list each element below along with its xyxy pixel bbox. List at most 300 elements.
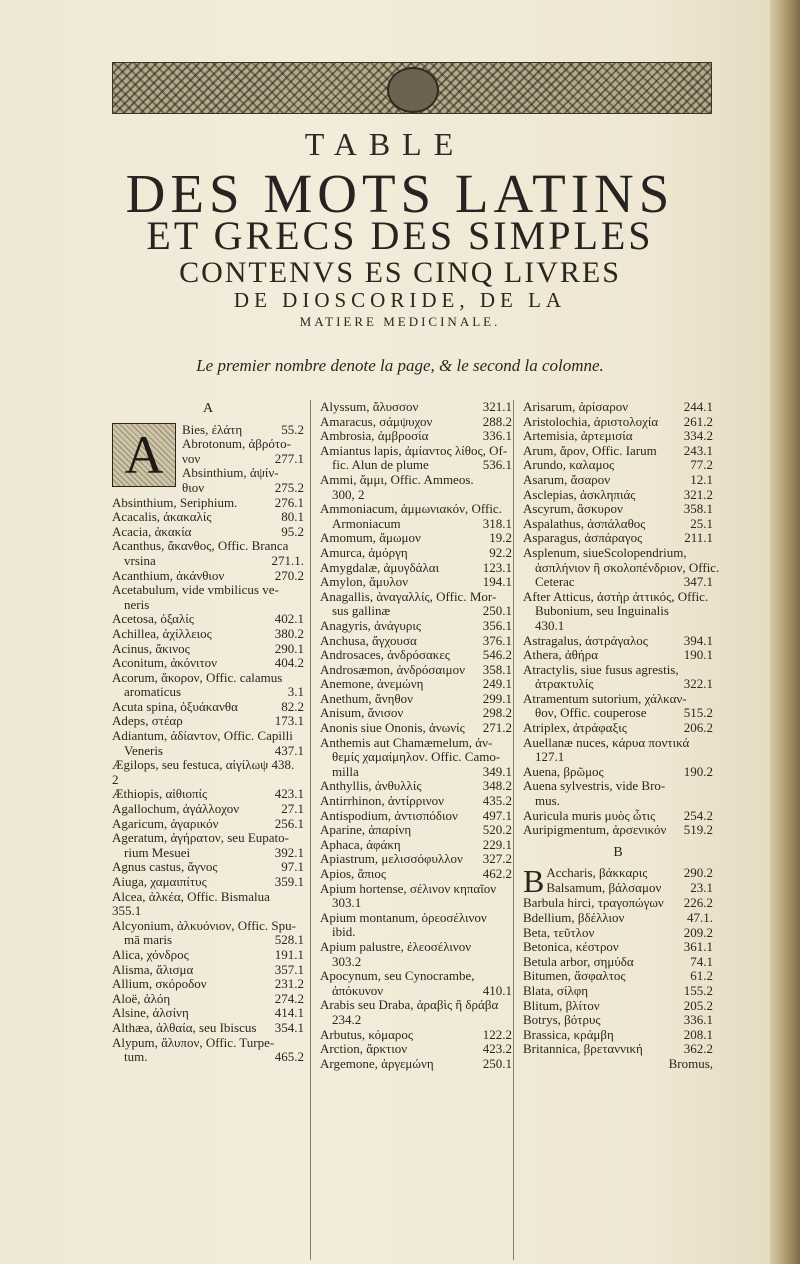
entry-term: Aconitum, ἀκόνιτον xyxy=(112,655,218,671)
index-entry xyxy=(320,692,512,707)
entry-term: Acetosa, ὀξαλίς xyxy=(112,611,194,627)
index-column-3 xyxy=(523,399,720,1072)
entry-page-ref: 299.1 xyxy=(482,690,512,706)
entry-page-ref: 528.1 xyxy=(274,932,304,948)
entry-list xyxy=(523,399,720,838)
index-entry xyxy=(523,765,713,780)
index-entry xyxy=(320,458,512,473)
entry-term: Apiastrum, μελισσόφυλλον xyxy=(320,851,463,867)
entry-term: mā maris xyxy=(124,932,173,948)
entry-term: ἀσπλήνιον ἢ σκολοπένδριον, Offic. xyxy=(535,559,720,575)
entry-term: Astragalus, ἀστράγαλος xyxy=(523,632,648,648)
entry-page-ref: 462.2 xyxy=(482,866,512,881)
index-entry xyxy=(523,677,713,692)
index-entry xyxy=(320,444,512,459)
entry-term: Agnus castus, ἄγνος xyxy=(112,859,218,875)
index-entry xyxy=(320,882,512,897)
section-heading-b: B xyxy=(613,844,623,860)
index-entry xyxy=(112,554,304,569)
index-entry xyxy=(182,437,304,452)
title-line-4: CONTENVS ES CINQ LIVRES xyxy=(179,256,621,289)
entry-term: Abrotonum, ἀβρότο- xyxy=(182,436,291,452)
index-entry xyxy=(112,919,304,934)
entry-list xyxy=(320,400,512,1071)
index-entry xyxy=(523,559,720,576)
entry-page-ref: 243.1 xyxy=(683,442,713,458)
entry-page-ref: 97.1 xyxy=(281,859,304,875)
index-entry xyxy=(320,429,512,444)
index-entry xyxy=(320,677,512,692)
entry-page-ref: 321.2 xyxy=(683,486,713,502)
entry-page-ref: 122.2 xyxy=(482,1026,512,1042)
entry-term: Aspalathus, ἀσπάλαθος xyxy=(523,515,646,531)
entry-page-ref: 77.2 xyxy=(690,457,713,473)
entry-term: Apios, ἄπιος xyxy=(320,866,387,881)
index-entry xyxy=(112,977,304,992)
entry-page-ref: 47.1. xyxy=(687,910,713,925)
index-entry xyxy=(523,721,713,736)
index-entry xyxy=(320,838,512,853)
entry-term: Acinus, ἄκινος xyxy=(112,640,190,656)
index-entry xyxy=(320,998,512,1013)
entry-term: 234.2 xyxy=(332,1011,362,1027)
column-divider xyxy=(513,400,514,1260)
entry-term: Botrys, βότρυς xyxy=(523,1012,601,1028)
entry-term: Adiantum, ἀδίαντον, Offic. Capilli xyxy=(112,728,293,744)
entry-page-ref: 123.1 xyxy=(482,559,512,575)
index-entry xyxy=(320,415,512,430)
index-entry xyxy=(112,1050,304,1065)
entry-page-ref: 347.1 xyxy=(683,574,713,590)
entry-term: Aloë, ἀλόη xyxy=(112,990,171,1006)
entry-term: Anthemis aut Chamæmelum, ἀν- xyxy=(320,734,493,750)
entry-term: νον xyxy=(182,450,201,466)
index-entry xyxy=(320,794,512,809)
entry-term: Amylon, ἄμυλον xyxy=(320,574,409,590)
index-entry xyxy=(112,729,304,744)
index-entry xyxy=(112,963,304,978)
index-column-1 xyxy=(112,400,304,1065)
entry-page-ref: 349.1 xyxy=(482,763,512,779)
entry-term: Anagallis, ἀναγαλλίς, Offic. Mor- xyxy=(320,588,497,604)
index-entry xyxy=(320,955,512,970)
title-line-1: TABLE xyxy=(304,126,466,162)
entry-page-ref: 25.1 xyxy=(690,515,713,531)
entry-list-b xyxy=(523,896,713,1057)
entry-page-ref: 271.2 xyxy=(482,720,512,736)
entry-page-ref: 354.1 xyxy=(274,1019,304,1035)
index-entry xyxy=(523,984,713,999)
entry-page-ref: 318.1 xyxy=(482,515,512,531)
index-entry xyxy=(320,575,512,590)
entry-page-ref: 261.2 xyxy=(683,413,713,429)
index-entry xyxy=(112,758,304,773)
entry-term: aromaticus xyxy=(124,684,182,700)
entry-page-ref: 546.2 xyxy=(482,647,512,663)
entry-term: milla xyxy=(332,763,359,779)
entry-term: Arum, ἄρον, Offic. Iarum xyxy=(523,442,657,458)
entry-term: Alsine, ἀλσίνη xyxy=(112,1005,189,1021)
entry-page-ref: 357.1 xyxy=(274,961,304,977)
entry-term: Aiuga, χαμαιπίτυς xyxy=(112,874,207,889)
index-entry xyxy=(112,933,304,948)
index-entry xyxy=(320,911,512,926)
index-entry xyxy=(112,685,304,700)
index-entry xyxy=(112,598,304,613)
index-entry xyxy=(112,1021,304,1036)
index-entry xyxy=(523,911,713,926)
index-entry xyxy=(112,802,304,817)
entry-term: neris xyxy=(124,596,150,612)
entry-term: Adeps, στέαρ xyxy=(112,713,183,729)
entry-term: Atriplex, ἀτράφαξις xyxy=(523,720,627,736)
index-entry xyxy=(112,525,304,540)
index-entry xyxy=(546,866,713,881)
entry-page-ref: 19.2 xyxy=(489,530,512,546)
index-entry xyxy=(523,575,713,590)
entry-page-ref: 359.1 xyxy=(274,874,304,889)
entry-term: Auena sylvestris, vide Bro- xyxy=(523,778,666,794)
index-entry xyxy=(523,896,713,911)
entry-term: Ammi, ἄμμι, Offic. Ammeos. xyxy=(320,471,474,487)
entry-term: Acanthium, ἀκάνθιον xyxy=(112,567,225,583)
entry-page-ref: 336.1 xyxy=(683,1012,713,1028)
entry-page-ref: 27.1 xyxy=(281,801,304,817)
entry-term: Bies, ἐλάτη xyxy=(182,421,243,437)
entry-page-ref: 190.1 xyxy=(683,647,713,663)
index-entry xyxy=(112,875,304,890)
index-entry xyxy=(523,809,713,824)
index-entry xyxy=(523,794,713,809)
index-entry xyxy=(523,531,713,546)
entry-term: Asplenum, siueScolopendrium, xyxy=(523,544,687,560)
entry-page-ref: 277.1 xyxy=(274,450,304,466)
index-entry xyxy=(112,583,304,598)
entry-page-ref: 155.2 xyxy=(683,982,713,998)
entry-term: Acorum, ἄκορον, Offic. calamus xyxy=(112,669,283,685)
index-entry xyxy=(320,531,512,546)
title-line-5: DE DIOSCORIDE, DE LA xyxy=(233,288,567,312)
index-entry xyxy=(320,604,512,619)
entry-term: Achillea, ἀχίλλειος xyxy=(112,625,212,641)
entry-term: Ceterac xyxy=(535,574,575,590)
entry-term: Amaracus, σάμψυχον xyxy=(320,413,433,429)
index-entry xyxy=(112,1006,304,1021)
index-entry xyxy=(320,546,512,561)
entry-term: Bubonium, seu Inguinalis xyxy=(535,603,669,619)
entry-page-ref: 404.2 xyxy=(274,655,304,671)
entry-term: Asclepias, ἀσκληπιάς xyxy=(523,486,636,502)
entry-page-ref: 208.1 xyxy=(683,1026,713,1042)
entry-term: Acacia, ἀκακία xyxy=(112,523,192,539)
entry-term: Ambrosia, ἀμβροσία xyxy=(320,428,429,444)
entry-page-ref: 271.1. xyxy=(271,552,304,568)
entry-page-ref: 229.1 xyxy=(482,836,512,852)
index-entry xyxy=(320,779,512,794)
entry-page-ref: 362.2 xyxy=(683,1041,713,1057)
entry-term: Arction, ἄρκτιον xyxy=(320,1041,408,1057)
entry-page-ref: 394.1 xyxy=(683,632,713,648)
entry-term: Ascyrum, ἄσκυρον xyxy=(523,501,623,517)
entry-term: Accharis, βάκκαρις xyxy=(546,865,648,881)
entry-page-ref: 206.2 xyxy=(683,720,713,736)
entry-term: Alisma, ἄλισμα xyxy=(112,961,194,977)
entry-page-ref: 74.1 xyxy=(690,953,713,969)
entry-page-ref: 423.2 xyxy=(482,1041,512,1057)
index-entry xyxy=(320,925,512,940)
index-entry xyxy=(523,502,713,517)
index-entry xyxy=(523,779,713,794)
entry-page-ref: 275.2 xyxy=(274,479,304,495)
entry-page-ref: 205.2 xyxy=(683,997,713,1013)
entry-page-ref: 414.1 xyxy=(274,1005,304,1021)
entry-term: Auricula muris μυὸς ὦτις xyxy=(523,807,656,823)
index-entry xyxy=(523,604,713,619)
entry-page-ref: 536.1 xyxy=(482,457,512,473)
entry-term: Androsaces, ἀνδρόσακες xyxy=(320,647,450,663)
index-note: Le premier nombre denote la page, & le second la colomne. xyxy=(196,356,604,375)
index-entry xyxy=(320,590,512,605)
decorative-headpiece xyxy=(112,62,712,114)
entry-page-ref: 465.2 xyxy=(274,1049,304,1065)
entry-page-ref: 437.1 xyxy=(274,742,304,758)
column-divider xyxy=(310,400,311,1260)
index-entry xyxy=(523,517,713,532)
entry-term: Atramentum sutorium, χάλκαν- xyxy=(523,690,687,706)
entry-term: Agallochum, ἀγάλλοχον xyxy=(112,801,240,817)
entry-page-ref: 226.2 xyxy=(683,895,713,911)
index-entry xyxy=(320,648,512,663)
index-column-2 xyxy=(320,400,512,1071)
entry-term: Amurca, ἀμόργη xyxy=(320,544,408,560)
index-entry xyxy=(112,1036,304,1051)
index-entry xyxy=(320,969,512,984)
entry-term: Atractylis, siue fusus agrestis, xyxy=(523,661,679,677)
index-entry xyxy=(523,590,713,605)
entry-page-ref: 290.2 xyxy=(683,865,713,881)
index-entry xyxy=(112,714,304,729)
drop-cap-block-b xyxy=(523,863,713,900)
entry-term: 430.1 xyxy=(535,617,565,633)
entry-term: Balsamum, βάλσαμον xyxy=(546,880,662,895)
entry-page-ref: 358.1 xyxy=(683,501,713,517)
entry-term: Absinthium, ἀψίν- xyxy=(182,465,279,481)
entry-term: Auripigmentum, ἀρσενικόν xyxy=(523,822,667,838)
entry-term: Armoniacum xyxy=(332,515,401,531)
title-line-2: DES MOTS LATINS xyxy=(125,163,675,224)
entry-page-ref: 95.2 xyxy=(281,523,304,539)
entry-term: Arisarum, ἀρίσαρον xyxy=(523,399,629,414)
entry-term: Beta, τεῦτλον xyxy=(523,924,595,940)
entry-term: Betula arbor, σημύδα xyxy=(523,953,634,969)
entry-page-ref: 376.1 xyxy=(482,632,512,648)
entry-term: Apium hortense, σέλινον κηπαῖον xyxy=(320,880,497,896)
index-entry xyxy=(112,612,304,627)
entry-page-ref: 256.1 xyxy=(274,815,304,831)
drop-cap-block xyxy=(112,423,304,496)
entry-page-ref: 290.1 xyxy=(274,640,304,656)
index-entry xyxy=(112,510,304,525)
index-entry xyxy=(546,881,713,896)
index-entry xyxy=(320,896,512,911)
entry-term: Æthiopis, αἰθιοπίς xyxy=(112,786,208,802)
entry-term: Auellanæ nuces, κάρυα ποντικά xyxy=(523,734,690,750)
index-entry xyxy=(112,744,304,759)
index-entry xyxy=(112,627,304,642)
entry-term: Anethum, ἄνηθον xyxy=(320,690,413,706)
entry-term: Asparagus, ἀσπάραγος xyxy=(523,530,643,546)
index-entry xyxy=(320,488,512,503)
entry-page-ref: 348.2 xyxy=(482,778,512,794)
index-entry xyxy=(112,773,304,788)
entry-term: Apocynum, seu Cynocrambe, xyxy=(320,968,475,984)
entry-term: Arundo, καλαμος xyxy=(523,457,615,473)
entry-term: Anchusa, ἄγχουσα xyxy=(320,632,417,648)
entry-page-ref: 321.1 xyxy=(482,399,512,414)
entry-term: Betonica, κέστρον xyxy=(523,939,619,955)
entry-page-ref: 254.2 xyxy=(683,807,713,823)
index-entry xyxy=(320,852,512,867)
entry-term: Veneris xyxy=(124,742,163,758)
entry-page-ref: 356.1 xyxy=(482,617,512,633)
entry-term: Bdellium, βδέλλιον xyxy=(523,910,625,925)
entry-term: Allium, σκόροδον xyxy=(112,976,207,992)
index-entry xyxy=(320,517,512,532)
index-entry xyxy=(112,539,304,554)
section-heading-a: A xyxy=(202,401,214,416)
entry-page-ref: 80.1 xyxy=(281,509,304,525)
index-entry xyxy=(112,846,304,861)
entry-term: Athera, ἀθήρα xyxy=(523,647,599,663)
index-entry xyxy=(523,663,713,678)
entry-term: Acuta spina, ὀξυάκανθα xyxy=(112,698,238,714)
entry-term: Arbutus, κόμαρος xyxy=(320,1026,414,1042)
index-entry xyxy=(320,765,512,780)
entry-page-ref: 250.1 xyxy=(482,603,512,619)
entry-term: vrsina xyxy=(124,552,156,568)
entry-page-ref: 244.1 xyxy=(683,399,713,414)
index-entry xyxy=(182,466,304,481)
entry-page-ref: 23.1 xyxy=(690,880,713,895)
entry-term: Amygdalæ, ἀμυγδάλαι xyxy=(320,559,440,575)
entry-page-ref: 402.1 xyxy=(274,611,304,627)
index-entry xyxy=(112,569,304,584)
index-entry xyxy=(523,1013,713,1028)
entry-page-ref: 249.1 xyxy=(482,676,512,692)
entry-term: Asarum, ἄσαρον xyxy=(523,471,611,487)
index-entry xyxy=(320,663,512,678)
index-entry xyxy=(320,1057,512,1072)
entry-page-ref: 276.1 xyxy=(274,494,304,510)
index-entry xyxy=(320,634,512,649)
index-entry xyxy=(523,400,713,415)
entry-term: Agaricum, ἀγαρικόν xyxy=(112,815,219,831)
index-entry xyxy=(112,860,304,875)
entry-term: Ægilops, seu festuca, αἰγίλωψ 438. xyxy=(112,757,295,773)
entry-term: Althæa, ἀλθαία, seu Ibiscus xyxy=(112,1019,257,1035)
entry-term: Acacalis, ἀκακαλίς xyxy=(112,509,212,525)
entry-term: Anemone, ἀνεμώνη xyxy=(320,676,424,692)
index-entry xyxy=(320,561,512,576)
entry-term: 303.1 xyxy=(332,895,362,911)
entry-term: 2 xyxy=(112,771,119,787)
entry-term: Amomum, ἄμωμον xyxy=(320,530,421,546)
entry-page-ref: 519.2 xyxy=(683,822,713,838)
entry-page-ref: 327.2 xyxy=(482,851,512,867)
entry-page-ref: 82.2 xyxy=(281,698,304,714)
entry-term: 300, 2 xyxy=(332,486,365,502)
index-entry xyxy=(523,1042,713,1057)
index-entry xyxy=(112,787,304,802)
entry-page-ref: 231.2 xyxy=(274,976,304,992)
index-entry xyxy=(320,1042,512,1057)
index-entry xyxy=(112,992,304,1007)
index-entry xyxy=(112,817,304,832)
index-entry xyxy=(112,831,304,846)
index-entry xyxy=(112,890,304,905)
entry-term: θον, Offic. couperose xyxy=(535,705,647,721)
index-entry xyxy=(523,955,713,970)
entry-term: Alcyonium, ἀλκυόνιον, Offic. Spu- xyxy=(112,917,296,933)
entry-term: 127.1 xyxy=(535,749,565,765)
entry-term: Bitumen, ἄσφαλτος xyxy=(523,968,626,984)
entry-term: Alcea, ἀλκέα, Offic. Bismalua xyxy=(112,888,270,904)
index-entry xyxy=(523,736,713,751)
entry-page-ref: 211.1 xyxy=(684,530,713,546)
entry-page-ref: 194.1 xyxy=(482,574,512,590)
entry-page-ref: 270.2 xyxy=(274,567,304,583)
entry-page-ref: 361.1 xyxy=(683,939,713,955)
entry-page-ref: 209.2 xyxy=(683,924,713,940)
entry-term: Absinthium, Seriphium. xyxy=(112,494,238,510)
entry-term: Aparine, ἀπαρίνη xyxy=(320,822,412,838)
index-entry xyxy=(523,706,713,721)
index-entry xyxy=(523,969,713,984)
index-entry xyxy=(320,502,512,517)
entry-term: 303.2 xyxy=(332,953,362,969)
entry-term: Anthyllis, ἀνθυλλίς xyxy=(320,778,422,794)
entry-term: fic. Alun de plume xyxy=(332,457,429,473)
index-entry xyxy=(523,823,713,838)
entry-page-ref: 410.1 xyxy=(482,982,512,998)
entry-term: ἀτρακτυλίς xyxy=(535,676,594,692)
entry-page-ref: 12.1 xyxy=(690,471,713,487)
entry-page-ref: 497.1 xyxy=(482,807,512,823)
entry-term: Amiantus lapis, ἀμίαντος λίθος, Of- xyxy=(320,442,508,458)
catchword: Bromus, xyxy=(668,1055,713,1071)
entry-term: Anonis siue Ononis, ἀνωνίς xyxy=(320,720,465,736)
entry-term: Ageratum, ἀγήρατον, seu Eupato- xyxy=(112,830,289,846)
entry-term: Blitum, βλίτον xyxy=(523,997,600,1013)
entry-page-ref: 336.1 xyxy=(482,428,512,444)
entry-page-ref: 190.2 xyxy=(683,763,713,779)
entry-term: Antispodium, ἀντισπόδιον xyxy=(320,807,458,823)
entry-term: sus gallinæ xyxy=(332,603,391,619)
entry-term: mus. xyxy=(535,793,560,809)
index-entry xyxy=(523,415,713,430)
index-entry xyxy=(523,488,713,503)
index-entry xyxy=(320,750,512,765)
index-entry xyxy=(523,750,713,765)
title-line-6: MATIERE MEDICINALE. xyxy=(299,314,501,329)
mask-ornament-icon xyxy=(387,67,439,113)
first-entries-b xyxy=(523,863,713,900)
entry-page-ref: 55.2 xyxy=(281,421,304,437)
entry-term: θιον xyxy=(182,479,205,495)
entry-term: rium Mesuei xyxy=(124,844,191,860)
entry-term: tum. xyxy=(124,1049,148,1065)
index-entry xyxy=(523,1028,713,1043)
